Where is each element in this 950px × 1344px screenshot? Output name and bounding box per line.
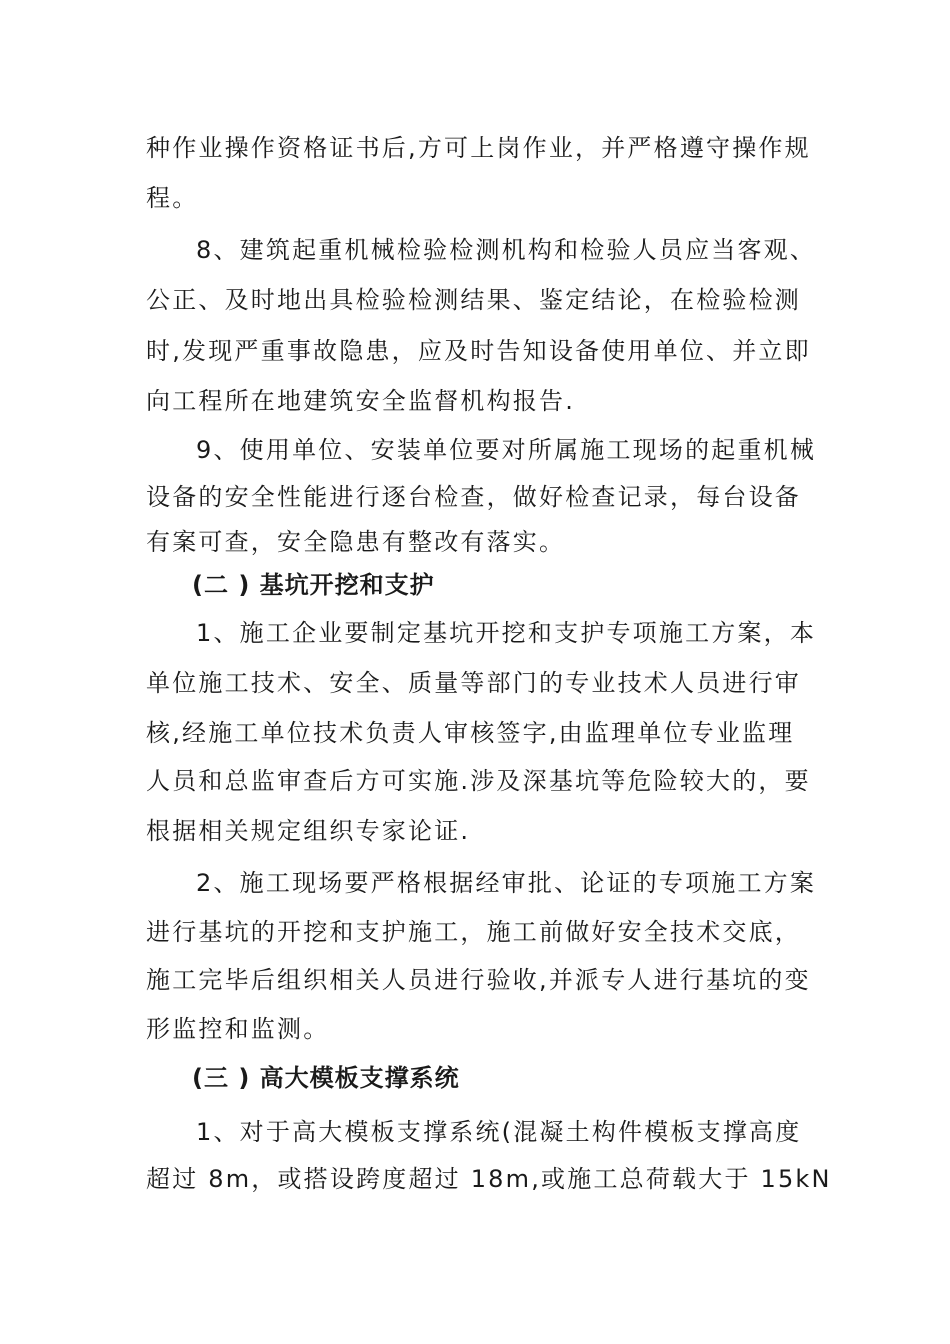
- paragraph-line: 9、使用单位、安装单位要对所属施工现场的起重机械: [196, 436, 817, 464]
- paragraph-line: 公正、及时地出具检验检测结果、鉴定结论，在检验检测: [146, 286, 801, 314]
- paragraph-line: 向工程所在地建筑安全监督机构报告.: [146, 387, 576, 415]
- section-heading: (三 ) 高大模板支撑系统: [192, 1064, 460, 1092]
- paragraph-line: 形监控和监测。: [146, 1015, 330, 1043]
- paragraph-line: 1、对于高大模板支撑系统(混凝土构件模板支撑高度: [196, 1118, 802, 1146]
- paragraph-line: 程。: [146, 184, 199, 212]
- paragraph-line: 进行基坑的开挖和支护施工，施工前做好安全技术交底，: [146, 918, 801, 946]
- paragraph-line: 2、施工现场要严格根据经审批、论证的专项施工方案: [196, 869, 817, 897]
- paragraph-line: 单位施工技术、安全、质量等部门的专业技术人员进行审: [146, 669, 801, 697]
- paragraph-line: 核,经施工单位技术负责人审核签字,由监理单位专业监理: [146, 719, 795, 747]
- paragraph-line: 有案可查，安全隐患有整改有落实。: [146, 528, 566, 556]
- paragraph-line: 根据相关规定组织专家论证.: [146, 817, 471, 845]
- paragraph-line: 施工完毕后组织相关人员进行验收,并派专人进行基坑的变: [146, 966, 811, 994]
- paragraph-line: 时,发现严重事故隐患，应及时告知设备使用单位、并立即: [146, 337, 811, 365]
- paragraph-line: 设备的安全性能进行逐台检查，做好检查记录，每台设备: [146, 483, 801, 511]
- paragraph-line: 1、施工企业要制定基坑开挖和支护专项施工方案，本: [196, 619, 817, 647]
- paragraph-line: 8、建筑起重机械检验检测机构和检验人员应当客观、: [196, 236, 817, 264]
- section-heading: (二 ) 基坑开挖和支护: [192, 571, 435, 599]
- paragraph-line: 超过 8m，或搭设跨度超过 18m,或施工总荷载大于 15kN: [146, 1165, 832, 1193]
- paragraph-line: 人员和总监审查后方可实施.涉及深基坑等危险较大的，要: [146, 767, 811, 795]
- paragraph-line: 种作业操作资格证书后,方可上岗作业，并严格遵守操作规: [146, 134, 811, 162]
